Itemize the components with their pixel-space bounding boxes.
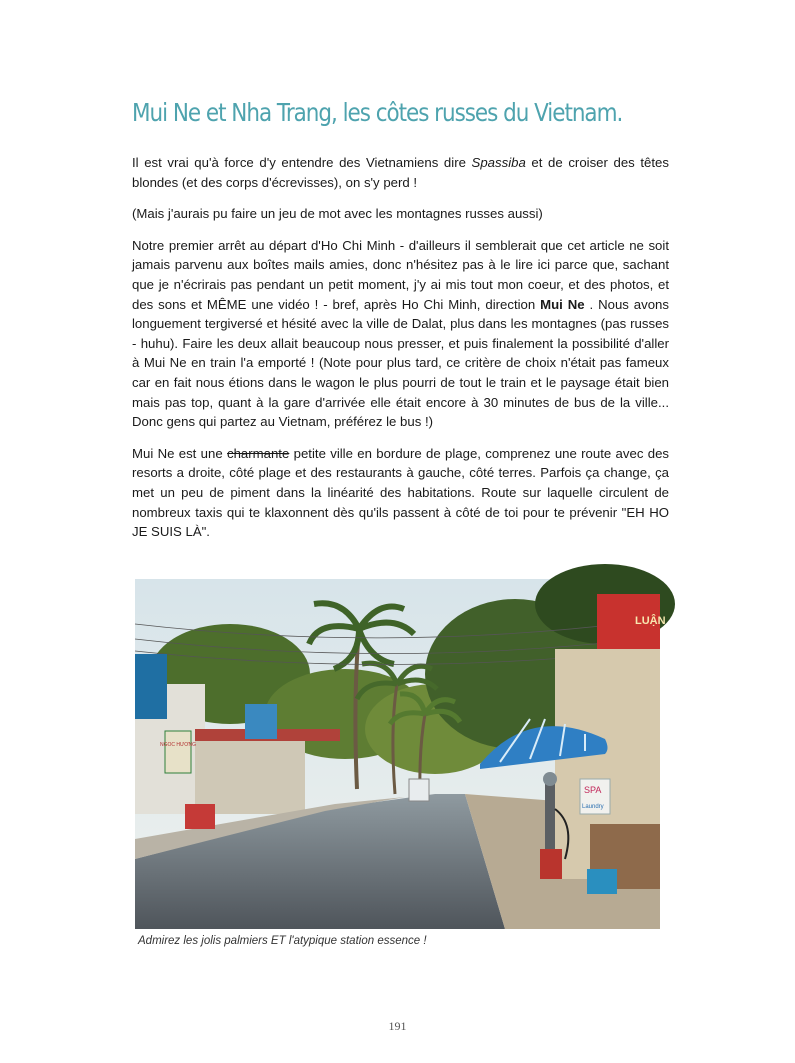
white-van [409, 779, 429, 801]
photo-caption: Admirez les jolis palmiers ET l'atypique station essence ! [138, 935, 427, 947]
paragraph-first-stop-text-c: . Nous avons longuement tergiversé et hésité avec la ville de Dalat, plus dans les montagnes (pas russes - huhu). Faire les deux allait beaucoup nous presser, et puis finalement la possibilité d'aller à Mui Ne en train l'a emporté ! (Note pour plus tard, ce critère de choix n'était pas fameux car en fait nous étions dans le wagon le plus pourri de tout le train et le paysage était bien mais pas top, quant à la gare d'arrivée elle était encore à 30 minutes de bus de la ville... Donc gens qui partez au Vietnam, préférez le bus !) [132, 296, 669, 430]
paragraph-first-stop [132, 236, 669, 432]
page-number: 191 [388, 1019, 407, 1033]
sign-ngoc-huong-text: NGOC HƯƠNG [159, 742, 197, 748]
article-title: Mui Ne et Nha Trang, les côtes russes du Vietnam. [132, 98, 623, 127]
paragraph-mui-ne-text-a: Mui Ne est une [132, 445, 227, 461]
paragraph-intro-text-c: et de croiser des têtes blondes (et des corps d'écrevisses), on s'y perd ! [132, 155, 669, 190]
spa-sign-text: SPA [584, 785, 602, 795]
sign-luan-text: LUẬN [635, 615, 666, 627]
blue-sign-left [135, 654, 167, 719]
paragraph-intro [132, 153, 669, 192]
street-photo [135, 579, 666, 929]
cooler-box [587, 869, 617, 894]
paragraph-aside: (Mais j'aurais pu faire un jeu de mot avec les montagnes russes aussi) [132, 206, 543, 222]
laundry-sign-text: Laundry [582, 804, 604, 810]
article-body [132, 153, 669, 554]
paragraph-first-stop-text-a: Notre premier arrêt au départ d'Ho Chi Minh - d'ailleurs il semblerait que cet article ne soit jamais parvenu aux boîtes mails amies, donc n'hésitez pas à le lire ici parce que, sachant que je n'écrirais pas pendant un petit moment, j'y ai mis tout mon coeur, et des photos, et des sons et MÊME une vidéo ! - bref, après Ho Chi Minh, direction [132, 237, 669, 312]
spassiba-word: Spassiba [471, 155, 526, 170]
mui-ne-bold: Mui Ne [540, 296, 585, 312]
shop-billboard [245, 704, 277, 739]
red-stall-left [185, 804, 215, 829]
paragraph-mui-ne-text-c: petite ville en bordure de plage, comprenez une route avec des resorts a droite, côté plage et des restaurants à gauche, côté terres. Parfois ça change, ça met un peu de piment dans la linéarité des habitations. Route sur laquelle circulent de nombreux taxis qui te klaxonnent dès qu'ils passent à côté de toi pour te prévenir "EH HO JE SUIS LÀ". [132, 445, 669, 540]
paragraph-intro-text-a: Il est vrai qu'à force d'y entendre des Vietnamiens dire [132, 155, 472, 170]
struck-word: charmante [227, 445, 290, 461]
left-shop [195, 729, 305, 814]
paragraph-mui-ne [132, 444, 669, 542]
sign-ngoc-huong [165, 731, 191, 773]
